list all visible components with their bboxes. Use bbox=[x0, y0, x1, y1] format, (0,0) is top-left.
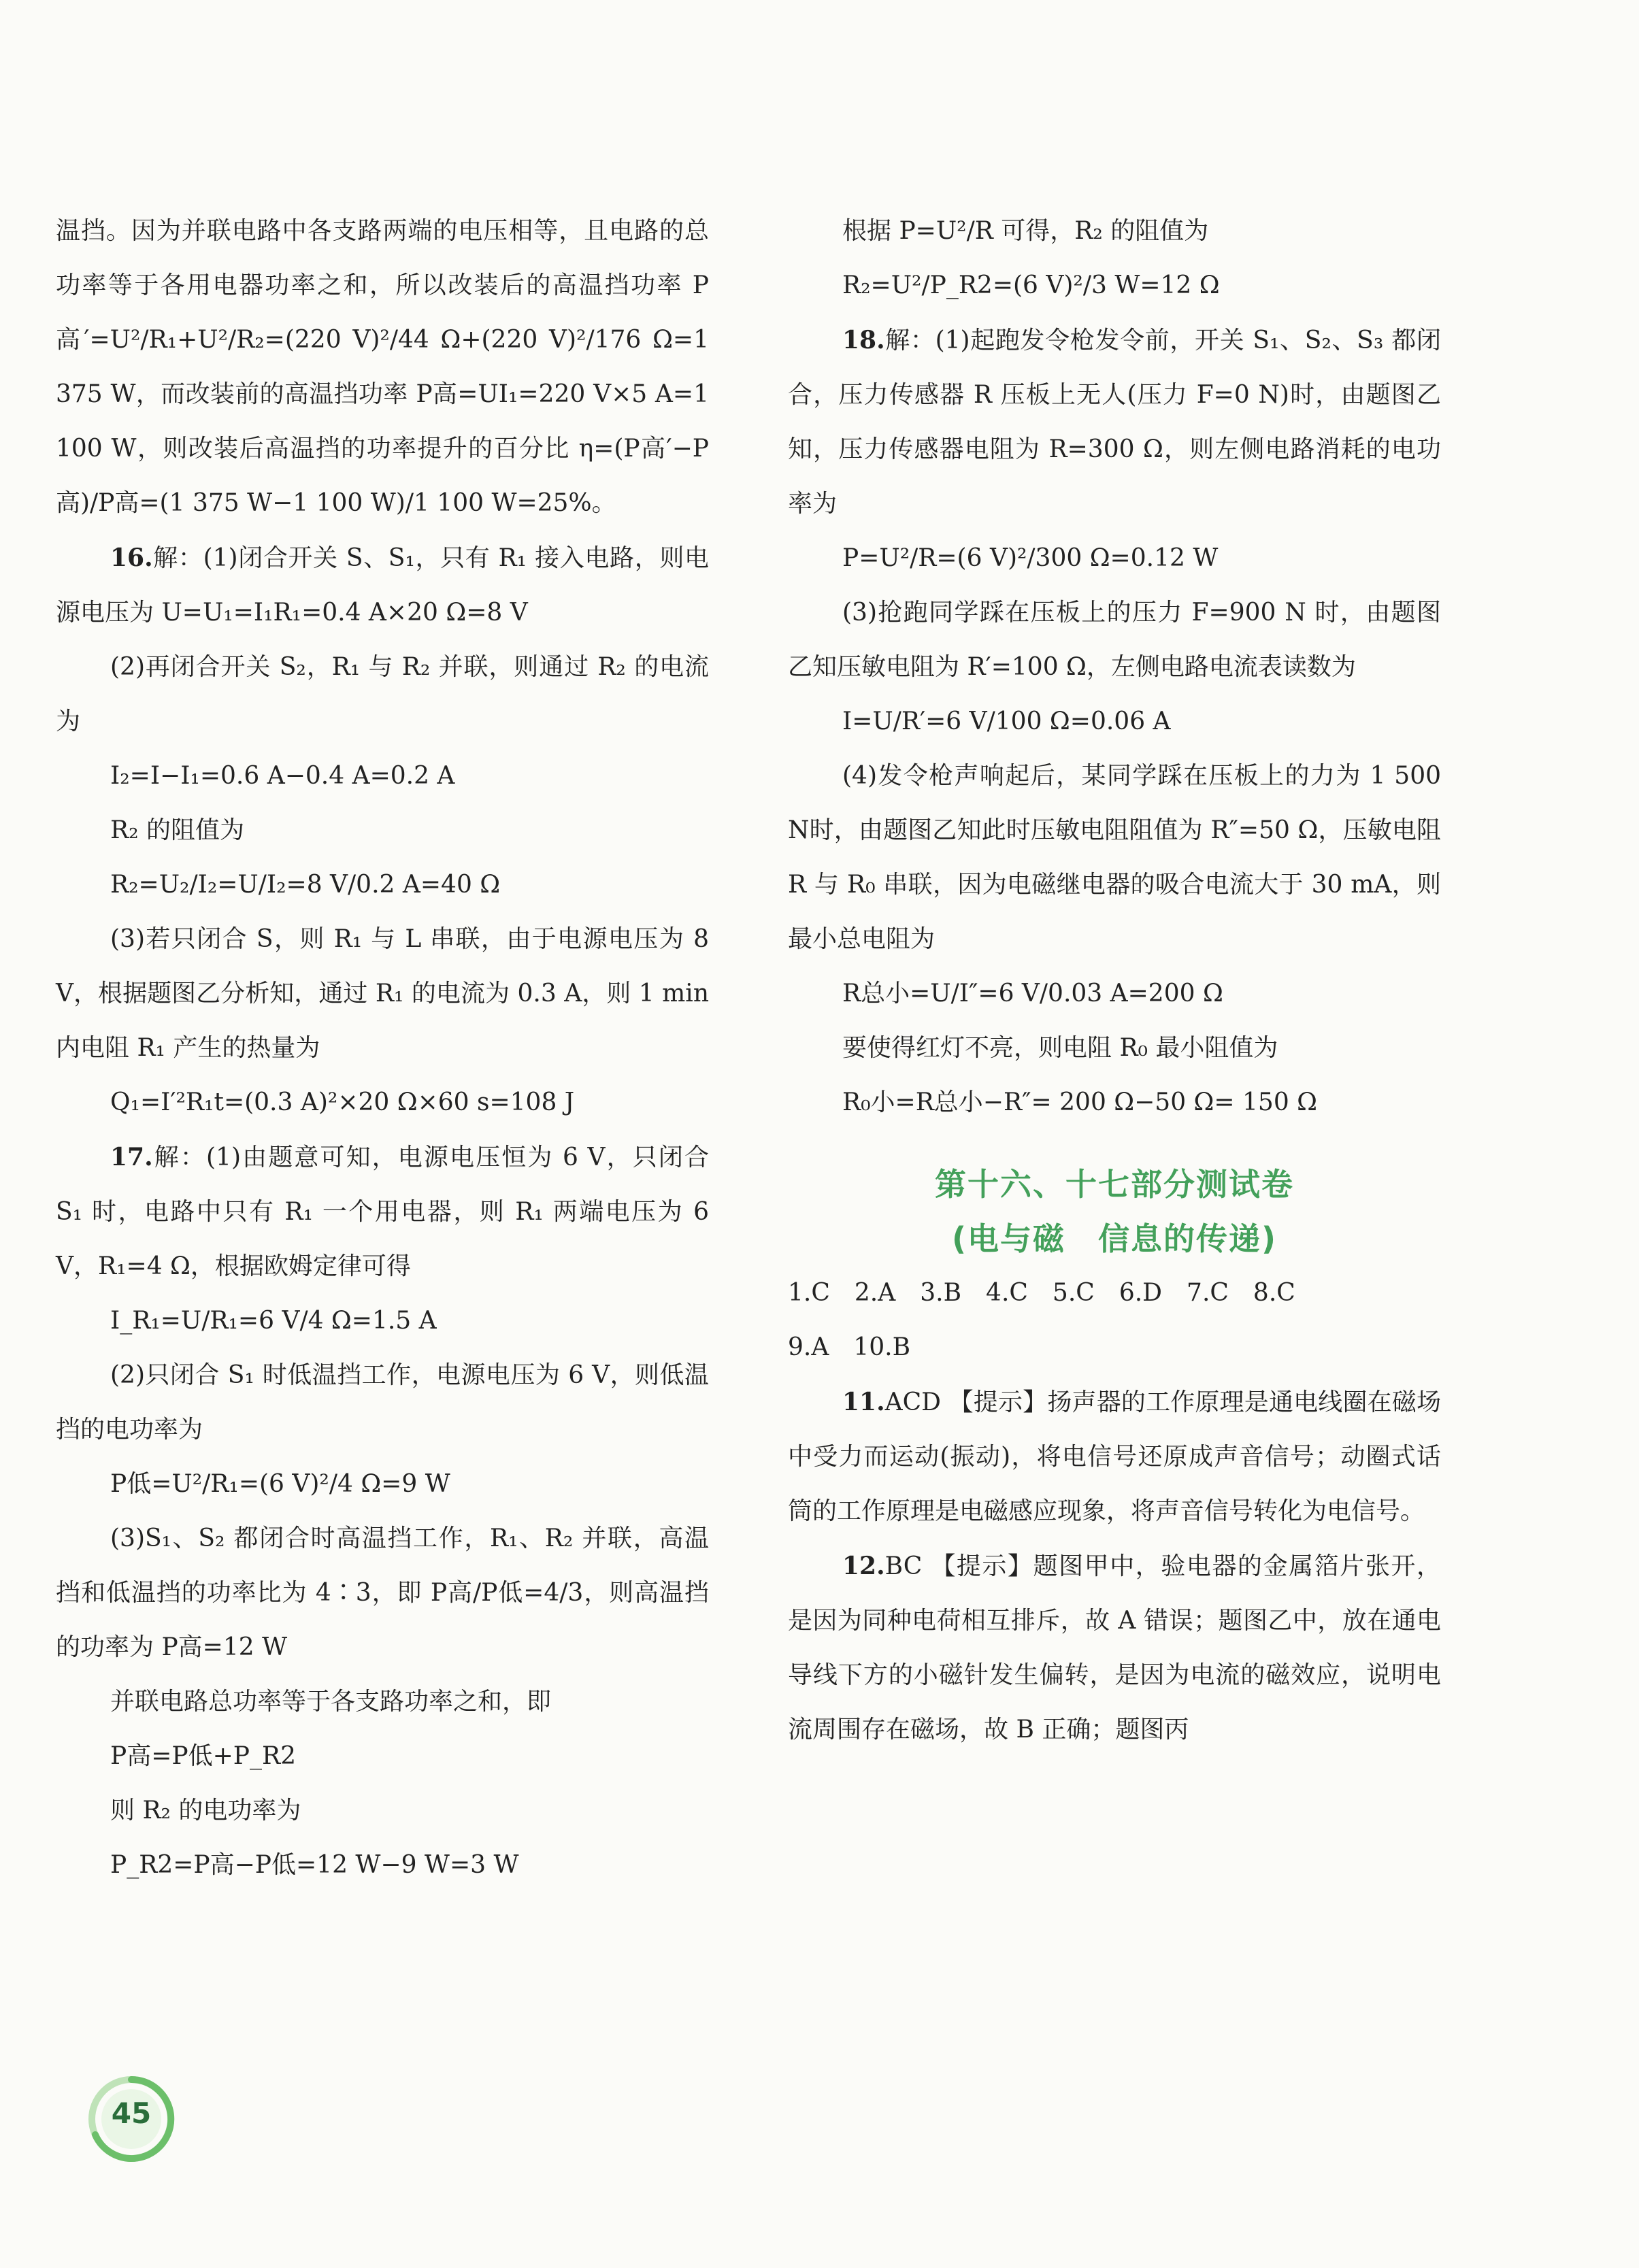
paragraph-text: (2)再闭合开关 S₂，R₁ 与 R₂ 并联，则通过 R₂ 的电流为 bbox=[56, 653, 709, 735]
formula-line bbox=[56, 858, 709, 912]
paragraph bbox=[56, 531, 709, 640]
formula-text: R₀小=R总小−R″= 200 Ω−50 Ω= 150 Ω bbox=[842, 1088, 1318, 1116]
question-number: 17. bbox=[110, 1143, 153, 1171]
formula-line bbox=[56, 1457, 709, 1512]
question-number: 12. bbox=[842, 1552, 885, 1580]
paragraph-text: (4)发令枪声响起后，某同学踩在压板上的力为 1 500 N时，由题图乙知此时压敏电阻阻值为 R″=50 Ω，压敏电阻 R 与 R₀ 串联，因为电磁继电器的吸合电流大于 30 mA，则最小总电阻为 bbox=[788, 762, 1441, 953]
paragraph bbox=[56, 204, 709, 531]
paragraph-text: (2)只闭合 S₁ 时低温挡工作，电源电压为 6 V，则低温挡的电功率为 bbox=[56, 1361, 709, 1444]
paragraph-text: 解：(1)起跑发令枪发令前，开关 S₁、S₂、S₃ 都闭合，压力传感器 R 压板上无人(压力 F=0 N)时，由题图乙知，压力传感器电阻为 R=300 Ω，则左侧电路消耗的电功率为 bbox=[788, 327, 1441, 518]
page-number-badge bbox=[80, 2068, 182, 2170]
right-column-upper bbox=[788, 204, 1441, 1130]
paragraph bbox=[56, 1348, 709, 1457]
formula-text: I=U/R′=6 V/100 Ω=0.06 A bbox=[842, 707, 1171, 735]
formula-line bbox=[56, 1675, 709, 1729]
question-text: BC 【提示】题图甲中，验电器的金属箔片张开，是因为同种电荷相互排斥，故 A 错误；题图乙中，放在通电导线下方的小磁针发生偏转，是因为电流的磁效应，说明电流周围存在磁场，故 B 正确；题图丙 bbox=[788, 1552, 1441, 1744]
paragraph-text: (3)S₁、S₂ 都闭合时高温挡工作，R₁、R₂ 并联，高温挡和低温挡的功率比为 4∶3，即 P高/P低=4/3，则高温挡的功率为 P高=12 W bbox=[56, 1524, 709, 1661]
formula-text: P高=P低+P_R2 bbox=[110, 1742, 297, 1770]
section-subtitle: (电与磁 信息的传递) bbox=[951, 1220, 1278, 1257]
formula-line bbox=[788, 204, 1441, 259]
paragraph bbox=[788, 313, 1441, 531]
formula-text: P_R2=P高−P低=12 W−9 W=3 W bbox=[110, 1851, 519, 1879]
formula-line bbox=[788, 695, 1441, 749]
formula-text: R₂=U²/P_R2=(6 V)²/3 W=12 Ω bbox=[842, 271, 1220, 299]
right-column bbox=[788, 204, 1441, 1757]
question-number: 16. bbox=[110, 544, 153, 572]
question-text: ACD 【提示】扬声器的工作原理是通电线圈在磁场中受力而运动(振动)，将电信号还原成声音信号；动圈式话筒的工作原理是电磁感应现象，将声音信号转化为电信号。 bbox=[788, 1388, 1441, 1525]
formula-line bbox=[56, 803, 709, 858]
paragraph-text: (3)抢跑同学踩在压板上的压力 F=900 N 时，由题图乙知压敏电阻为 R′=100 Ω，左侧电路电流表读数为 bbox=[788, 599, 1441, 681]
question-number: 18. bbox=[842, 326, 885, 354]
formula-text: P=U²/R=(6 V)²/300 Ω=0.12 W bbox=[842, 544, 1219, 572]
formula-line bbox=[788, 259, 1441, 313]
paragraph bbox=[56, 1130, 709, 1294]
paragraph bbox=[56, 912, 709, 1075]
formula-line bbox=[788, 967, 1441, 1021]
answers-line-1: 1.C 2.A 3.B 4.C 5.C 6.D 7.C 8.C bbox=[788, 1279, 1295, 1307]
formula-text: 根据 P=U²/R 可得，R₂ 的阻值为 bbox=[842, 217, 1209, 245]
question-12 bbox=[788, 1539, 1441, 1757]
answers-line-2: 9.A 10.B bbox=[788, 1333, 911, 1361]
formula-text: 并联电路总功率等于各支路功率之和，即 bbox=[110, 1688, 552, 1716]
formula-text: P低=U²/R₁=(6 V)²/4 Ω=9 W bbox=[110, 1470, 450, 1498]
formula-text: I_R₁=U/R₁=6 V/4 Ω=1.5 A bbox=[110, 1307, 437, 1335]
paragraph-text: 解：(1)由题意可知，电源电压恒为 6 V，只闭合 S₁ 时，电路中只有 R₁ 一个用电器，则 R₁ 两端电压为 6 V，R₁=4 Ω，根据欧姆定律可得 bbox=[56, 1144, 709, 1280]
formula-line bbox=[56, 1294, 709, 1348]
formula-line bbox=[56, 749, 709, 803]
paragraph-text: 解：(1)闭合开关 S、S₁，只有 R₁ 接入电路，则电源电压为 U=U₁=I₁R₁=0.4 A×20 Ω=8 V bbox=[56, 544, 709, 627]
formula-line bbox=[56, 1075, 709, 1130]
paragraph bbox=[788, 749, 1441, 967]
formula-text: R总小=U/I″=6 V/0.03 A=200 Ω bbox=[842, 980, 1223, 1007]
formula-text: Q₁=I′²R₁t=(0.3 A)²×20 Ω×60 s=108 J bbox=[110, 1088, 575, 1116]
formula-text: I₂=I−I₁=0.6 A−0.4 A=0.2 A bbox=[110, 762, 455, 790]
formula-text: R₂ 的阻值为 bbox=[110, 816, 244, 844]
paragraph-text: (3)若只闭合 S，则 R₁ 与 L 串联，由于电源电压为 8 V，根据题图乙分析知，通过 R₁ 的电流为 0.3 A，则 1 min内电阻 R₁ 产生的热量为 bbox=[56, 925, 709, 1062]
question-number: 11. bbox=[842, 1388, 885, 1416]
question-11 bbox=[788, 1375, 1441, 1539]
formula-line bbox=[788, 1075, 1441, 1130]
page-number: 45 bbox=[111, 2097, 152, 2130]
formula-line bbox=[56, 1729, 709, 1784]
paragraph-text: 温挡。因为并联电路中各支路两端的电压相等，且电路的总功率等于各用电器功率之和，所以改装后的高温挡功率 P高′=U²/R₁+U²/R₂=(220 V)²/44 Ω+(220 V)²/176 Ω=1 375 W，而改装前的高温挡功率 P高=UI₁=220 V×5 A=1 100 W，则改装后高温挡的功率提升的百分比 η=(P高′−P高)/P高=(1 375 W−1 100 W)/1 100 W=25%。 bbox=[56, 217, 709, 517]
formula-line bbox=[788, 1021, 1441, 1075]
section-title: 第十六、十七部分测试卷 bbox=[935, 1166, 1294, 1203]
formula-text: 则 R₂ 的电功率为 bbox=[110, 1797, 301, 1824]
formula-line bbox=[56, 1838, 709, 1892]
paragraph bbox=[56, 1512, 709, 1675]
formula-text: R₂=U₂/I₂=U/I₂=8 V/0.2 A=40 Ω bbox=[110, 871, 501, 899]
formula-text: 要使得红灯不亮，则电阻 R₀ 最小阻值为 bbox=[842, 1034, 1278, 1062]
paragraph bbox=[788, 586, 1441, 695]
formula-line bbox=[788, 531, 1441, 586]
paragraph bbox=[56, 640, 709, 749]
left-column bbox=[56, 204, 709, 1892]
formula-line bbox=[56, 1784, 709, 1838]
